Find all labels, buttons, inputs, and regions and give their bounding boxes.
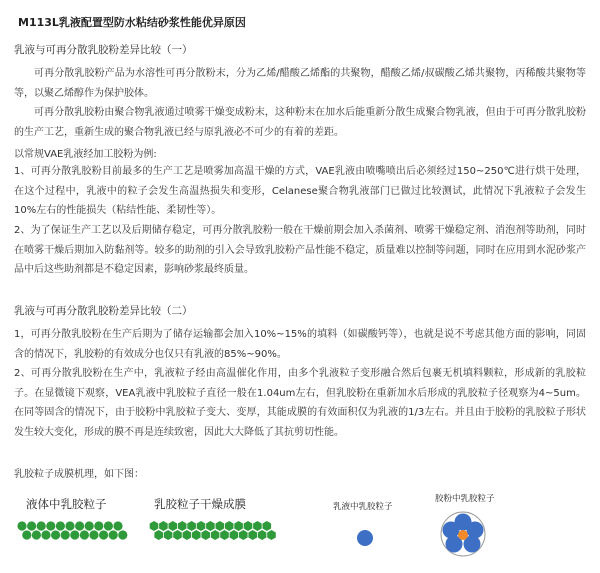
particle-compare-figure bbox=[327, 490, 499, 558]
section1-paragraph-2: 可再分散乳胶粉由聚合物乳液通过喷雾干燥变成粉末，这种粉末在加水后能重新分散生成聚合物乳液，但由于可再分散乳胶粉的生产工艺，重新生成的聚合物乳液已经与原乳液必不可少的有着的差距。 bbox=[14, 107, 586, 138]
section1-paragraph-4: 1、可再分散乳胶粉目前最多的生产工艺是喷雾加高温干燥的方式，VAE乳液由喷嘴喷出后必须经过150~250℃进行烘干处理，在这个过程中，乳液中的粒子会发生高温热损失和变形，Celanese聚合物乳液部门已做过比较测试，此情况下乳液粒子会发生10%左右的性能损失（粘结性能、柔韧性等）。 bbox=[14, 166, 586, 216]
left-label-1: 液体中乳胶粒子 bbox=[26, 497, 107, 511]
latex-particle bbox=[41, 530, 50, 539]
latex-particle bbox=[75, 521, 84, 530]
film-cell bbox=[159, 521, 168, 531]
latex-particle bbox=[94, 521, 103, 530]
latex-particle bbox=[46, 521, 55, 530]
film-cell bbox=[169, 521, 178, 531]
film-cell bbox=[192, 530, 201, 540]
film-cell bbox=[211, 530, 220, 540]
latex-particle bbox=[51, 530, 60, 539]
film-cell bbox=[164, 530, 173, 540]
section1-paragraph-3: 以常规VAE乳液经加工胶粉为例: bbox=[14, 149, 157, 160]
section2-heading: 乳液与可再分散乳胶粉差异比较（二） bbox=[14, 305, 193, 317]
film-cell bbox=[234, 521, 243, 531]
section2-paragraph-2: 2、可再分散乳胶粉在生产中，乳液粒子经由高温催化作用，由多个乳液粒子变形融合然后包裹无机填料颗粒，形成新的乳胶粒子。在显微镜下观察，VEA乳液中乳胶粒子直径一般在1.04um左右，但乳胶粉在重新加水后形成的乳胶粒子径观察为4~5um。在同等固含的情况下，由于胶粉中乳胶粒子变大、变厚，其能成膜的有效面积仅为乳液的1/3左右。并且由于胶粉的乳胶粒子形状发生较大变化，形成的膜不再是连续致密，因此大大降低了其抗剪切性能。 bbox=[14, 368, 586, 438]
film-cell bbox=[197, 521, 206, 531]
film-cell bbox=[216, 521, 225, 531]
film-cell bbox=[183, 530, 192, 540]
film-cell bbox=[248, 530, 257, 540]
film-cell bbox=[267, 530, 276, 540]
latex-particle bbox=[118, 530, 127, 539]
film-cell bbox=[244, 521, 253, 531]
film-cell bbox=[206, 521, 215, 531]
film-cell bbox=[230, 530, 239, 540]
latex-particle bbox=[99, 530, 108, 539]
latex-particle bbox=[27, 521, 36, 530]
film-cell bbox=[253, 521, 262, 531]
film-cell bbox=[239, 530, 248, 540]
latex-particle bbox=[32, 530, 41, 539]
film-cell bbox=[263, 521, 272, 531]
section1-paragraph-5: 2、为了保证生产工艺以及后期储存稳定，可再分散乳胶粉一般在干燥前期会加入杀菌剂、喷雾干燥稳定剂、消泡剂等助剂，同时在喷雾干燥后期加入防黏剂等。较多的助剂的引入会导致乳胶粉产品性能不稳定，质量难以控制等问题，同时在应用到水泥砂浆产品中后这些助剂都是不稳定因素，影响砂浆最终质量。 bbox=[14, 225, 586, 275]
film-cell bbox=[258, 530, 267, 540]
latex-particle bbox=[61, 530, 70, 539]
latex-particle bbox=[89, 530, 98, 539]
film-cell bbox=[154, 530, 163, 540]
film-cell bbox=[220, 530, 229, 540]
film-formation-figure bbox=[14, 490, 286, 550]
latex-particle bbox=[70, 530, 79, 539]
latex-particle bbox=[17, 521, 26, 530]
left-label-2: 乳胶粒子干燥成膜 bbox=[154, 497, 246, 511]
figure-caption: 乳胶粒子成膜机理，如下图： bbox=[14, 469, 144, 480]
emulsion-particle bbox=[357, 530, 373, 546]
film-cell bbox=[187, 521, 196, 531]
section1-paragraph-1: 可再分散乳胶粉产品为水溶性可再分散粉末，分为乙烯/醋酸乙烯酯的共聚物，醋酸乙烯/叔碳酸乙烯共聚物，丙稀酸共聚物等等，以聚乙烯醇作为保护胶体。 bbox=[14, 68, 586, 99]
right-label-2: 胶粉中乳胶粒子 bbox=[435, 494, 495, 504]
latex-particle bbox=[56, 521, 65, 530]
section1-heading: 乳液与可再分散乳胶粉差异比较（一） bbox=[14, 44, 193, 56]
latex-particle bbox=[37, 521, 46, 530]
latex-particle bbox=[22, 530, 31, 539]
film-cell bbox=[201, 530, 210, 540]
latex-particle bbox=[113, 521, 122, 530]
film-cell bbox=[178, 521, 187, 531]
section2-paragraph-1: 1，可再分散乳胶粉在生产后期为了储存运输都会加入10%~15%的填料（如碳酸钙等），也就是说不考虑其他方面的影响，同固含的情况下，乳胶粉的有效成分也仅只有乳液的85%~90%。 bbox=[14, 329, 586, 360]
latex-particle bbox=[109, 530, 118, 539]
latex-particle bbox=[104, 521, 113, 530]
latex-particle bbox=[80, 530, 89, 539]
film-cell bbox=[150, 521, 159, 531]
right-label-1: 乳液中乳胶粒子 bbox=[333, 502, 393, 512]
latex-particle bbox=[65, 521, 74, 530]
powder-particle bbox=[441, 512, 485, 556]
page-title: M113L乳液配置型防水粘结砂浆性能优异原因 bbox=[18, 16, 246, 29]
film-cell bbox=[173, 530, 182, 540]
latex-particle bbox=[85, 521, 94, 530]
film-cell bbox=[225, 521, 234, 531]
